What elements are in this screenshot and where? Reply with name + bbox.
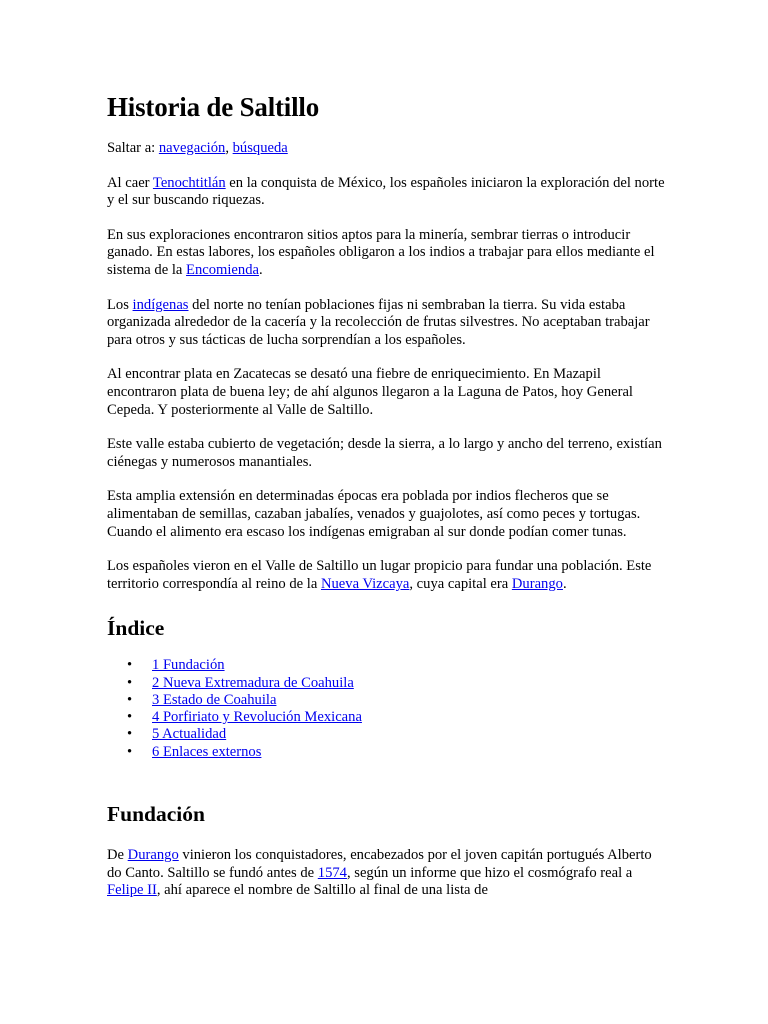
toc-item [127,675,667,692]
bullet-icon: • [127,743,133,760]
jump-prefix: Saltar a: [107,140,159,156]
toc-link-porfiriato[interactable]: 4 Porfiriato y Revolución Mexicana [152,709,362,726]
toc-item [127,692,667,709]
paragraph-text: Los españoles vieron en el Valle de Saltillo un lugar propicio para fundar una población. Este territorio correspondía al reino de la [107,558,652,592]
fundacion-paragraph [107,847,667,900]
table-of-contents [107,657,667,761]
paragraph-text: , según un informe que hizo el cosmógrafo real a [346,864,633,881]
paragraph-text: del norte no tenían poblaciones fijas ni sembraban la tierra. Su vida estaba organizada alrededor de la cacería y la recolección de frutas silvestres. No aceptaban trabajar para otros y sus tácticas de lucha sorprendían a los españoles. [107,296,650,348]
bullet-icon: • [127,674,133,691]
paragraph-text: De [107,847,128,864]
paragraph-text: . [258,261,263,278]
paragraph-text: vinieron los conquistadores, encabezados por el joven capitán portugués Alberto do Canto. Saltillo se fundó antes de [107,847,652,881]
toc-link-enlaces[interactable]: 6 Enlaces externos [152,743,262,760]
durango-link[interactable]: Durango [511,575,563,592]
page-title: Historia de Saltillo [107,92,320,122]
paragraph-text: , ahí aparece el nombre de Saltillo al final de una lista de [156,882,488,899]
paragraph-text: , cuya capital era [409,575,512,592]
year-1574-link[interactable]: 1574 [317,864,347,881]
paragraph-4: Al encontrar plata en Zacatecas se desató una fiebre de enriquecimiento. En Mazapil encontraron plata de buena ley; de ahí algunos llegaron a la Laguna de Patos, hoy General Cepeda. Y posteriormente al Valle de Saltillo. [107,366,633,418]
toc-item [127,657,667,674]
paragraph-6: Esta amplia extensión en determinadas épocas era poblada por indios flecheros que se alimentaban de semillas, cazaban jabalíes, venados y guajolotes, así como peces y tortugas. Cuando el alimento era escaso los indígenas emigraban al sur donde podían comer tunas. [107,488,641,540]
jump-links [107,140,667,158]
encomienda-link[interactable]: Encomienda [186,261,259,278]
toc-item [127,709,667,726]
paragraph-text: Los [107,296,133,313]
toc-link-estado-coahuila[interactable]: 3 Estado de Coahuila [152,691,277,708]
toc-link-fundacion[interactable]: 1 Fundación [152,657,225,674]
paragraph-text: . [562,575,567,592]
paragraph-2 [107,227,667,280]
index-heading: Índice [107,616,165,641]
toc-item [127,744,667,761]
search-link[interactable]: búsqueda [232,140,288,156]
tenochtitlan-link[interactable]: Tenochtitlán [152,174,226,191]
bullet-icon: • [127,709,133,726]
jump-separator: , [225,140,233,156]
paragraph-text: En sus exploraciones encontraron sitios aptos para la minería, sembrar tierras o introducir ganado. En estas labores, los españoles obligaron a los indios a trabajar para ellos mediante el sistema de la [107,226,655,278]
indigenas-link[interactable]: indígenas [132,296,189,313]
toc-link-nueva-extremadura[interactable]: 2 Nueva Extremadura de Coahuila [152,674,354,691]
paragraph-3 [107,297,667,350]
paragraph-text: en la conquista de México, los españoles iniciaron la exploración del norte y el sur buscando riquezas. [107,174,665,209]
bullet-icon: • [127,726,133,743]
durango-link-fundacion[interactable]: Durango [127,847,179,864]
paragraph-7 [107,558,667,593]
toc-link-actualidad[interactable]: 5 Actualidad [152,726,227,743]
felipe-ii-link[interactable]: Felipe II [107,882,157,899]
article-content [107,88,667,900]
nueva-vizcaya-link[interactable]: Nueva Vizcaya [320,575,410,592]
fundacion-heading: Fundación [107,802,205,827]
bullet-icon: • [127,657,133,674]
bullet-icon: • [127,691,133,708]
paragraph-text: Al caer [107,174,153,191]
paragraph-5: Este valle estaba cubierto de vegetación; desde la sierra, a lo largo y ancho del terreno, existían ciénegas y numerosos manantiales. [107,436,662,470]
navigation-link[interactable]: navegación [158,140,226,156]
paragraph-1 [107,175,667,210]
toc-item [127,726,667,743]
